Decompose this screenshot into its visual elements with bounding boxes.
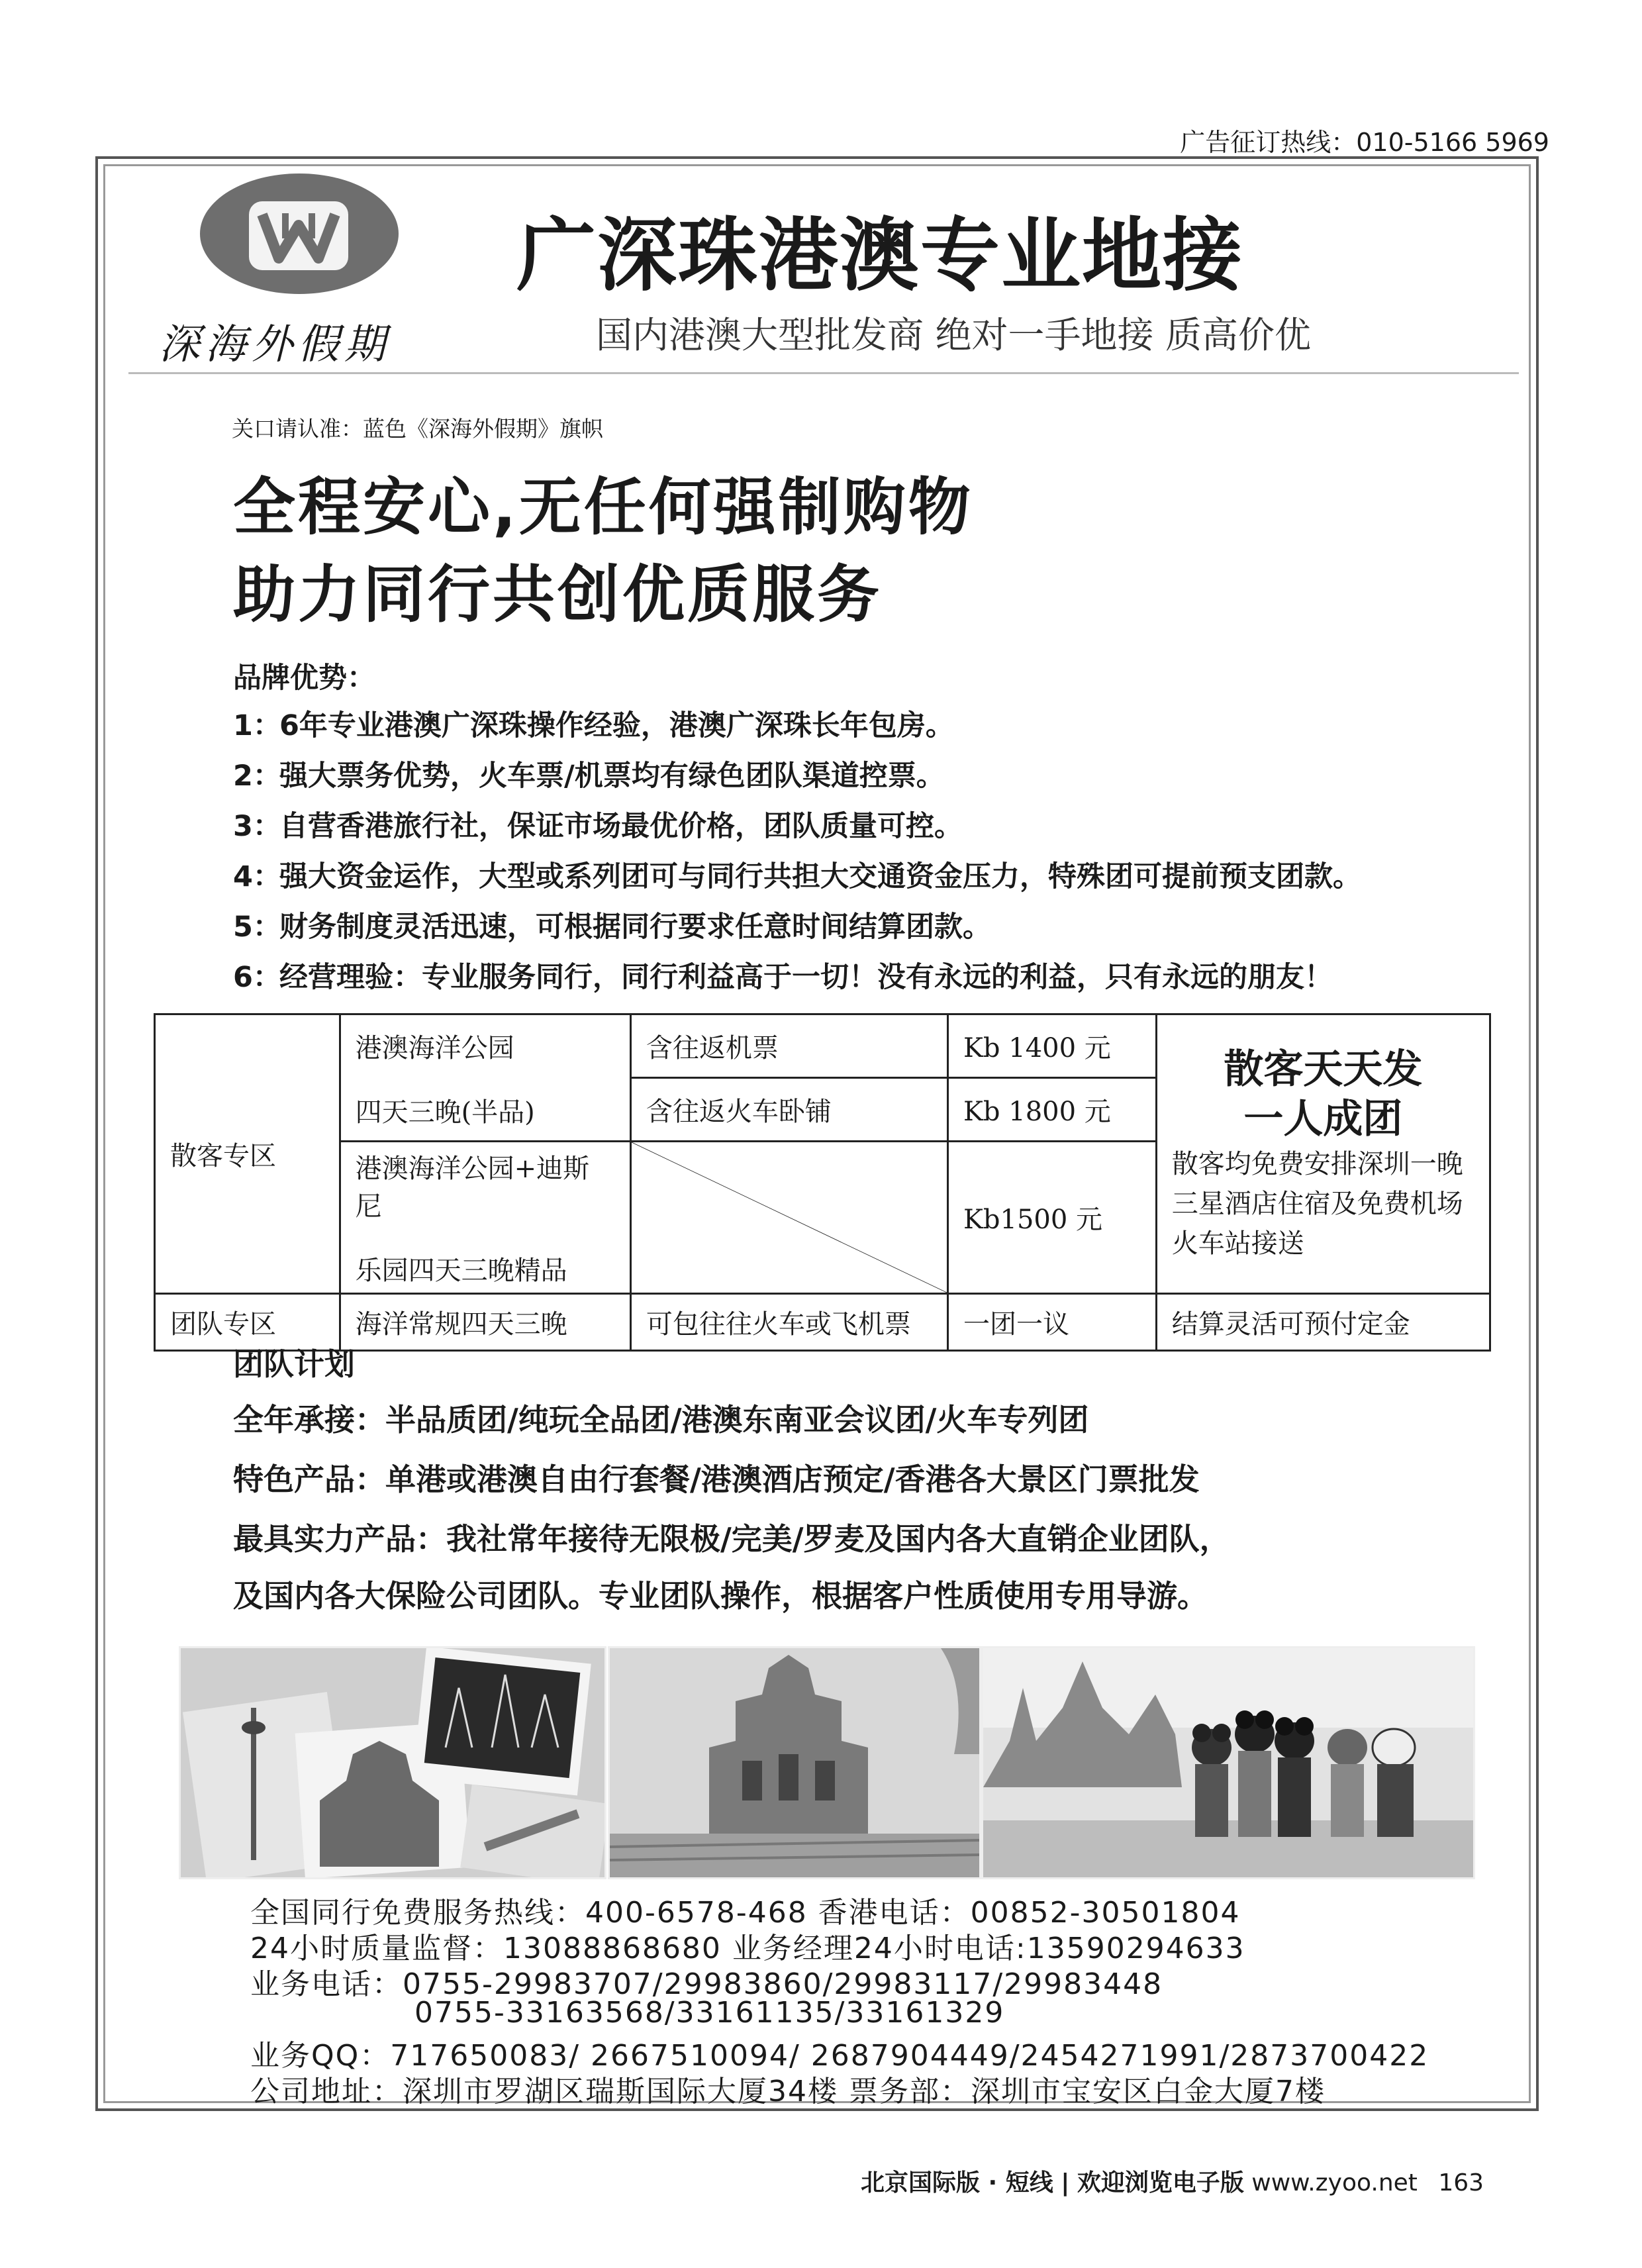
advantage-item [233,955,1333,995]
page-footer [861,2164,1484,2198]
brand-name: 深海外假期 [159,320,391,368]
advantages-heading: 品牌优势： [233,662,375,695]
advantage-text: 自营香港旅行社，保证市场最优价格，团队质量可控。 [279,810,963,843]
slogan-line-2: 助力同行共创优质服务 [233,559,883,631]
footer-separator: | [1061,2169,1070,2196]
advantage-number: 5： [233,911,281,944]
advantage-item [233,754,945,794]
advantage-number: 2： [233,760,281,793]
page-number: 163 [1438,2169,1484,2196]
route-line: 港澳海洋公园 [355,1032,514,1063]
ticket-train: 含往返火车卧铺 [630,1078,947,1142]
route-ocean-disney [340,1142,630,1294]
advantage-text: 经营理验：专业服务同行，同行利益高于一切！没有永远的利益，只有永远的朋友！ [279,961,1333,994]
advantage-text: 财务制度灵活迅速，可根据同行要求任意时间结算团款。 [279,911,991,944]
advantage-item [233,905,991,945]
contact-line: 24小时质量监督：13088868680 业务经理24小时电话:13590294633 [250,1932,1245,1965]
team-plan-line: 最具实力产品：我社常年接待无限极/完美/罗麦及国内各大直销企业团队， [233,1521,1230,1557]
ticket-air: 含往返机票 [630,1014,947,1078]
advantage-text: 强大资金运作，大型或系列团可与同行共担大交通资金压力，特殊团可提前预支团款。 [279,860,1361,893]
advantage-text: 6年专业港澳广深珠操作经验，港澳广深珠长年包房。 [279,709,954,742]
route-line: 港澳海洋公园+迪斯尼 [355,1154,590,1222]
advantage-text: 强大票务优势，火车票/机票均有绿色团队渠道控票。 [279,760,945,793]
team-plan-line: 特色产品：单港或港澳自由行套餐/港澳酒店预定/香港各大景区门票批发 [233,1461,1200,1497]
promo-description: 散客均免费安排深圳一晚三星酒店住宿及免费机场火车站接送 [1171,1148,1463,1259]
advantage-number: 6： [233,961,281,994]
section-scatter: 散客专区 [155,1014,340,1294]
team-plan-line: 全年承接：半品质团/纯玩全品团/港澳东南亚会议团/火车专列团 [233,1402,1089,1438]
team-price: 一团一议 [948,1294,1157,1351]
diagonal-cell [630,1142,947,1294]
team-plan-line: 及国内各大保险公司团队。专业团队操作，根据客户性质使用专用导游。 [233,1578,1208,1614]
promo-line: 散客天天发 [1224,1046,1423,1093]
route-line: 四天三晚(半品) [355,1097,535,1128]
advantage-number: 1： [233,709,281,742]
ad-subtitle: 国内港澳大型批发商 绝对一手地接 质高价优 [596,314,1311,356]
ad-title: 广深珠港澳专业地接 [516,210,1243,302]
flag-notice: 关口请认准：蓝色《深海外假期》旗帜 [232,416,603,442]
advantage-item [233,854,1361,895]
price-train: Kb 1800 元 [948,1078,1157,1142]
edition-label: 北京国际版 · 短线 [861,2169,1053,2196]
price-air: Kb 1400 元 [948,1014,1157,1078]
offers-table [154,1013,1491,1352]
website-link[interactable]: www.zyoo.net [1251,2169,1418,2196]
contact-line: 业务QQ：717650083/ 2667510094/ 2687904449/2454271991/2873700422 [250,2039,1429,2073]
team-note: 结算灵活可预付定金 [1156,1294,1490,1351]
advantage-number: 4： [233,860,281,893]
promo-cell [1156,1014,1490,1294]
macau-collage-photo [179,1646,606,1879]
disneyland-photo [981,1646,1475,1879]
contact-line: 0755-33163568/33161135/33161329 [414,1996,1005,2030]
route-ocean-park [340,1014,630,1142]
browse-label: 欢迎浏览电子版 [1077,2169,1244,2196]
contact-line: 全国同行免费服务热线：400-6578-468 香港电话：00852-30501804 [250,1896,1241,1930]
section-team: 团队专区 [155,1294,340,1351]
team-route: 海洋常规四天三晚 [340,1294,630,1351]
slogan-line-1: 全程安心,无任何强制购物 [233,471,973,544]
advantage-item [233,804,963,844]
advantage-number: 3： [233,810,281,843]
advertising-hotline: 广告征订热线：010-5166 5969 [1180,128,1549,157]
team-plan-heading: 团队计划 [233,1346,355,1382]
contact-line: 业务电话：0755-29983707/29983860/29983117/29983448 [250,1967,1163,2001]
advantage-item [233,703,954,744]
promo-line: 一人成团 [1243,1095,1403,1142]
contact-line: 公司地址：深圳市罗湖区瑞斯国际大厦34楼 票务部：深圳市宝安区白金大厦7楼 [250,2075,1326,2108]
team-ticket: 可包往往火车或飞机票 [630,1294,947,1351]
route-line: 乐园四天三晚精品 [355,1256,567,1286]
ruins-st-paul-photo [608,1646,981,1879]
price-disney: Kb1500 元 [948,1142,1157,1294]
logo-w-icon [249,201,348,270]
divider [128,372,1519,374]
